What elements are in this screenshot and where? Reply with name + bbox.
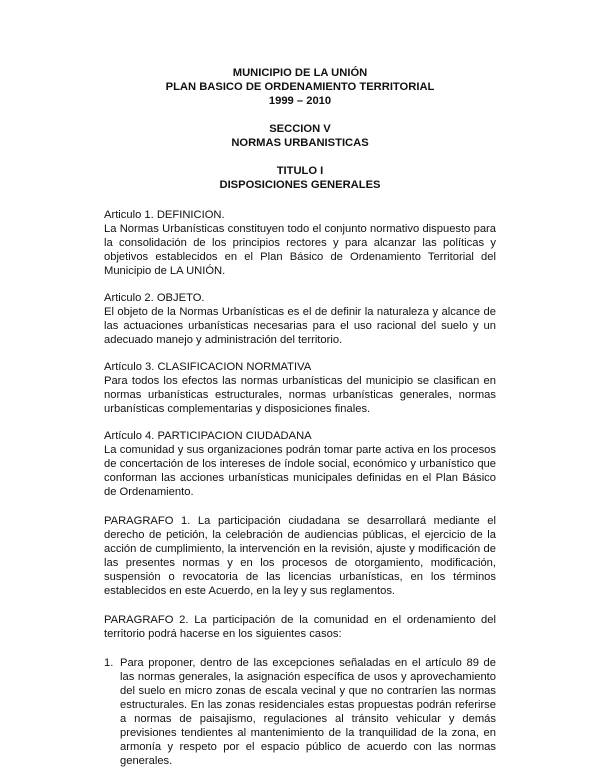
paragrafo-2: PARAGRAFO 2. La participación de la comunidad en el ordenamiento del territorio podrá hacerse en los siguientes casos: — [104, 614, 496, 640]
paragrafo-1: PARAGRAFO 1. La participación ciudadana se desarrollará mediante el derecho de petición, la celebración de audiencias públicas, el ejercicio de la acción de cumplimiento, la intervención en la revisión, ajuste y modificación de las presentes normas y en los procesos de otorgamiento, modificación, suspensión o revocatoria de las licencias urbanísticas, en los términos establecidos en este Acuerdo, en la ley y sus reglamentos. — [104, 515, 496, 597]
header-years: 1999 – 2010 — [268, 95, 332, 107]
article-heading: Artículo 4. PARTICIPACION CIUDADANA — [104, 430, 312, 442]
header-plan-title: PLAN BASICO DE ORDENAMIENTO TERRITORIAL — [165, 81, 435, 93]
list-item-number: 1. — [104, 657, 114, 669]
article-body: La Normas Urbanísticas constituyen todo el conjunto normativo dispuesto para la consolidación de los principios rectores y para alcanzar las políticas y objetivos establecidos en el Plan Básico de Ordenamiento Territorial del Municipio de LA UNIÓN. — [104, 223, 496, 277]
header-municipality: MUNICIPIO DE LA UNIÓN — [232, 67, 368, 79]
article-1 — [104, 208, 496, 278]
section-title: NORMAS URBANISTICAS — [231, 137, 369, 149]
article-4 — [104, 429, 496, 499]
article-2 — [104, 291, 496, 347]
article-heading: Articulo 2. OBJETO. — [104, 292, 205, 304]
article-body: El objeto de la Normas Urbanísticas es el de definir la naturaleza y alcance de las actuaciones urbanísticas necesarias para el uso racional del suelo y un adecuado manejo y administración del territorio. — [104, 306, 496, 346]
title-name: DISPOSICIONES GENERALES — [219, 179, 381, 191]
article-body: La comunidad y sus organizaciones podrán tomar parte activa en los procesos de concertación de los intereses de índole social, económico y urbanístico que conforman las acciones urbanísticas municipales definidas en el Plan Básico de Ordenamiento. — [104, 444, 496, 498]
section-number: SECCION V — [269, 123, 331, 135]
article-heading: Articulo 1. DEFINICION. — [104, 209, 225, 221]
article-3 — [104, 360, 496, 416]
title-heading — [104, 164, 496, 192]
article-heading: Artículo 3. CLASIFICACION NORMATIVA — [104, 361, 312, 373]
document-page — [104, 66, 496, 768]
list-item-text: Para proponer, dentro de las excepciones señaladas en el artículo 89 de las normas generales, la asignación específica de usos y aprovechamiento del suelo en micro zonas de escala vecinal y que no contraríen las normas estructurales. En las zonas residenciales estas propuestas podrán referirse a normas de paisajismo, regulaciones al tránsito vehicular y demás previsiones tendientes al mantenimiento de la tranquilidad de la zona, en armonía y respeto por el espacio público de acuerdo con las normas generales. — [120, 657, 496, 767]
document-header — [104, 66, 496, 108]
list-item — [104, 656, 496, 768]
title-number: TITULO I — [276, 165, 324, 177]
article-body: Para todos los efectos las normas urbanísticas del municipio se clasifican en normas urbanísticas estructurales, normas urbanísticas generales, normas urbanísticas complementarias y disposiciones finales. — [104, 375, 496, 415]
section-heading — [104, 122, 496, 150]
